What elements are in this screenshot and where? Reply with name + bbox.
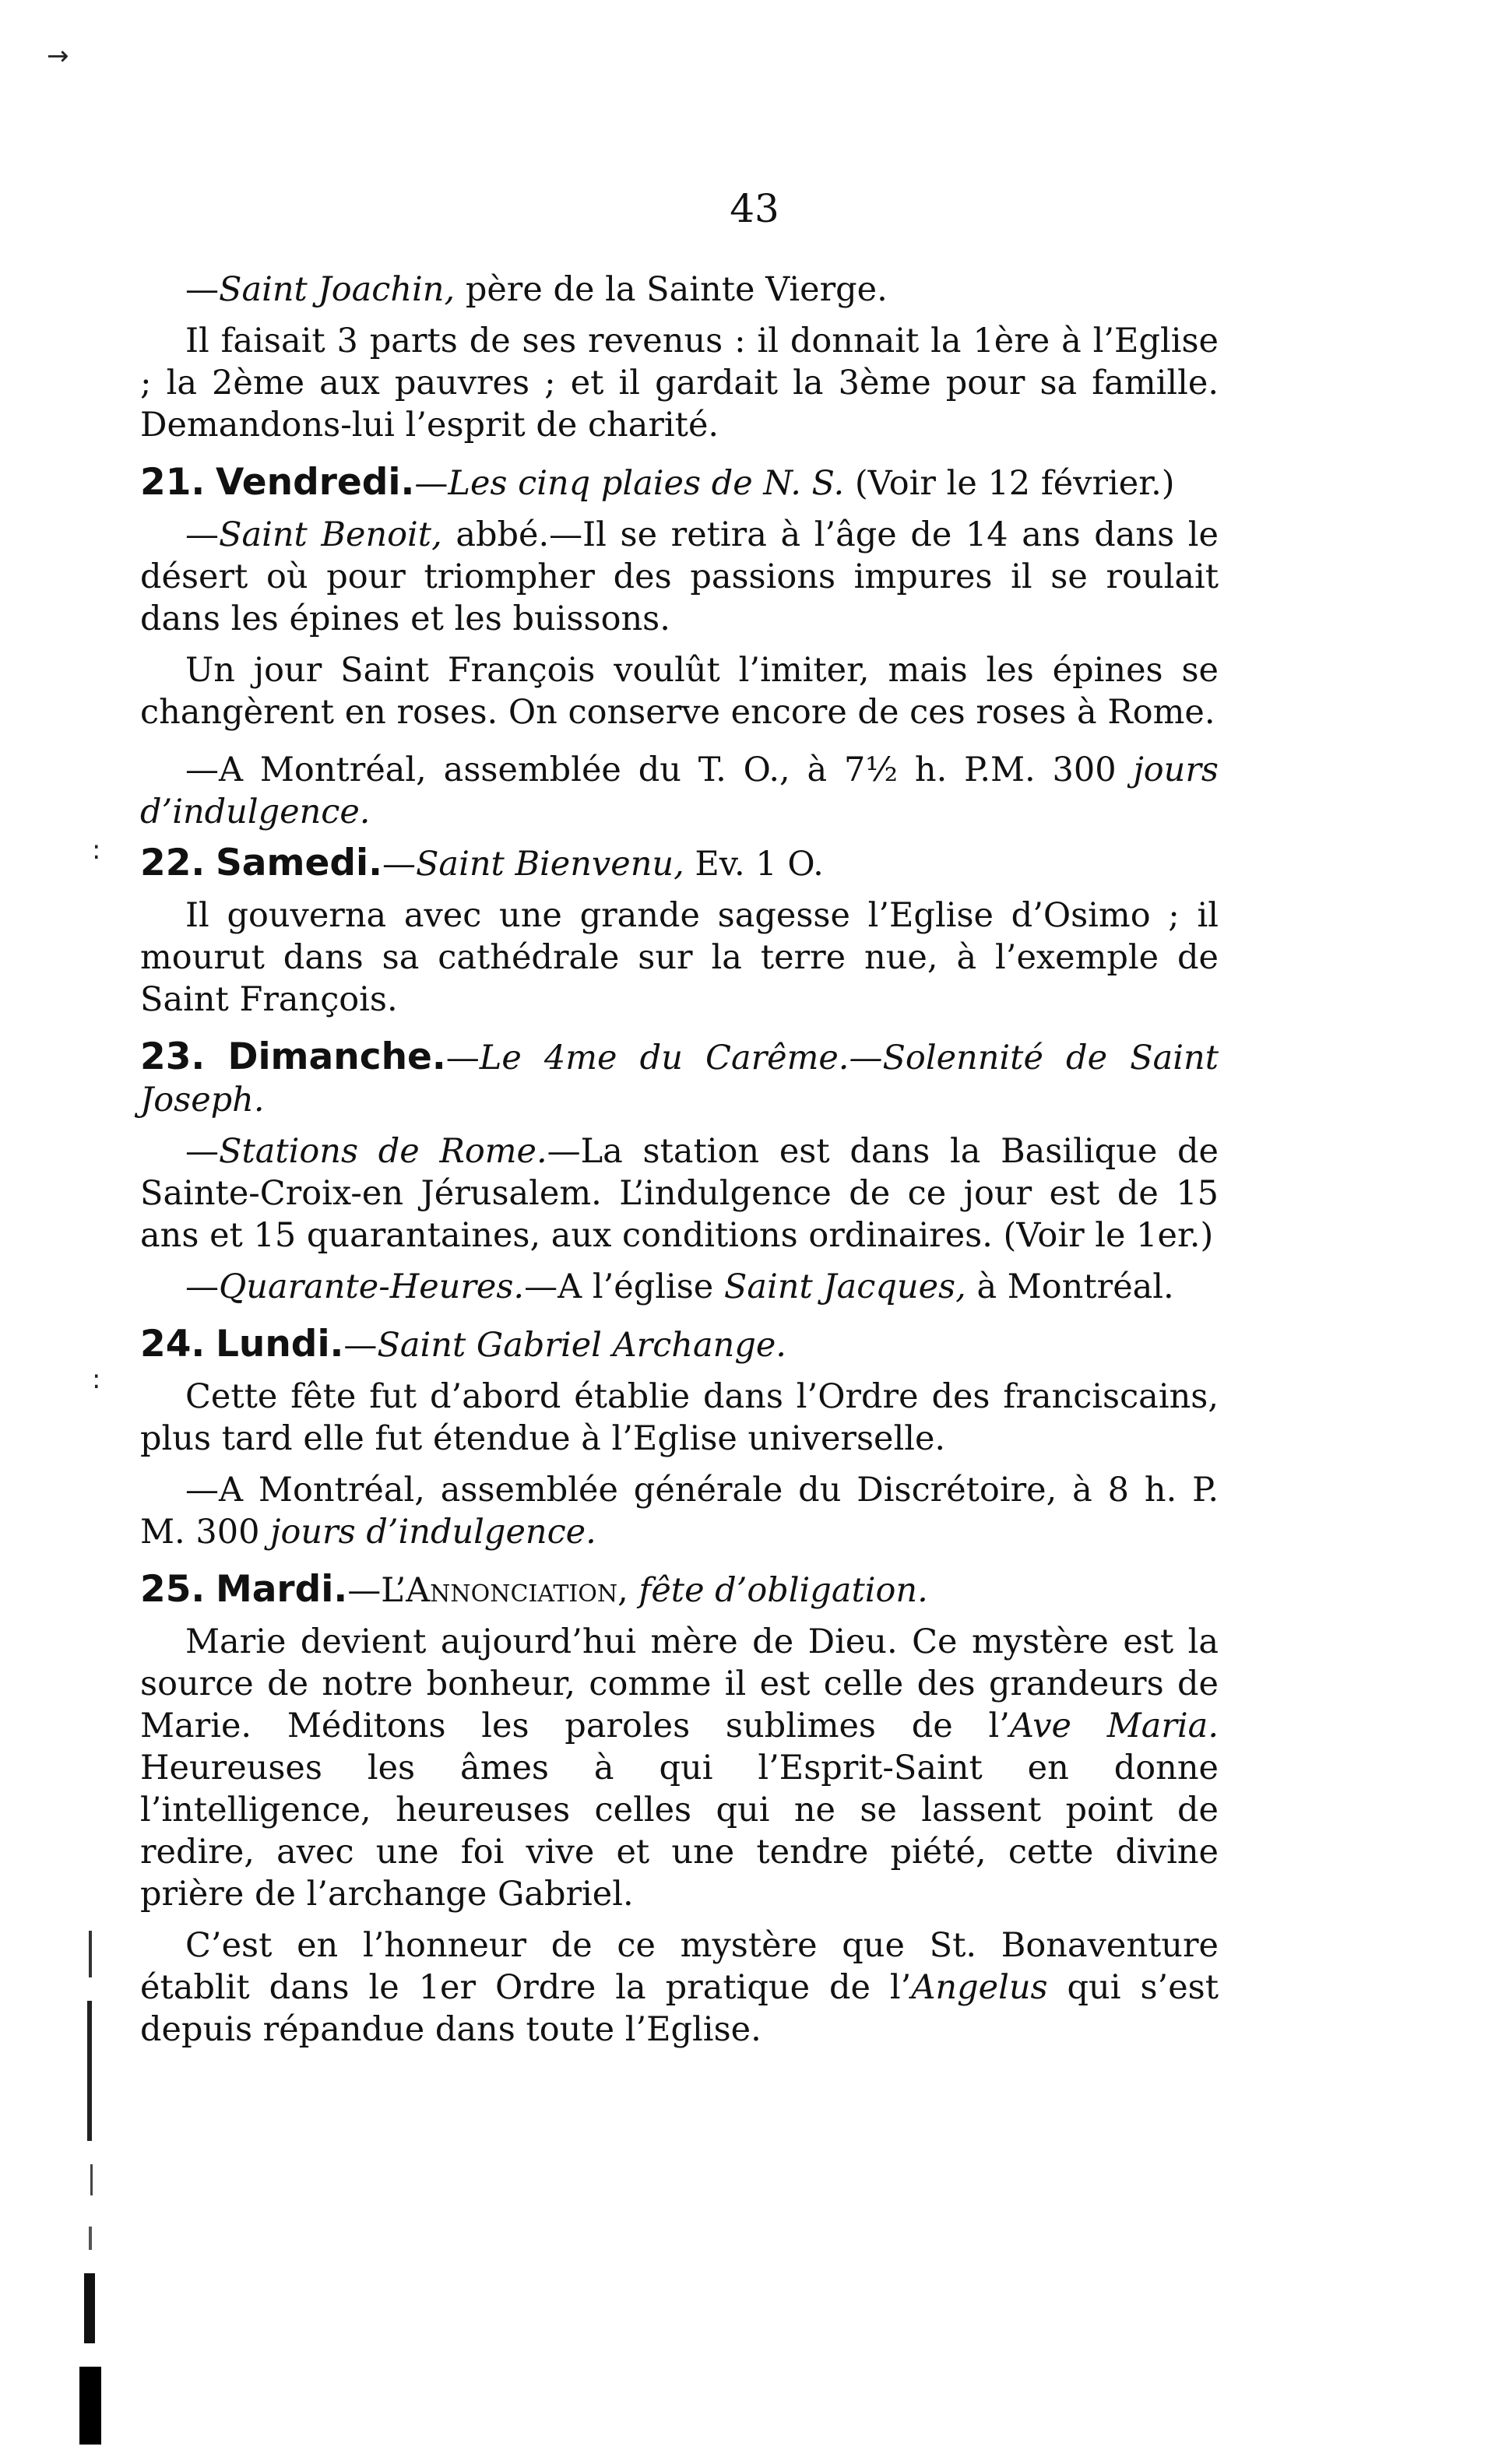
- day-heading-21: 21. Vendredi.—Les cinq plaies de N. S. (Voir le 12 février.): [140, 461, 1175, 504]
- feast-title: L’Annonciation: [381, 1571, 618, 1610]
- day-heading-25: 25. Mardi.—L’Annonciation, fête d’obligation.: [140, 1568, 928, 1611]
- text-column: [140, 269, 1219, 2060]
- entry-saint-joachin: —Saint Joachin, père de la Sainte Vierge.: [185, 270, 888, 309]
- binding-edge: [76, 1931, 112, 2445]
- saint-name: Quarante-Heures.: [219, 1267, 525, 1306]
- entry-stations-de-rome: —Stations de Rome.—La station est dans la Basilique de Sainte-Croix-en Jérusalem. L’indulgence de ce jour est de 15 ans et 15 quarantaines, aux conditions ordinaires. (Voir le 1er.): [140, 1132, 1219, 1255]
- saint-name: Saint Benoit,: [219, 515, 442, 554]
- day-name: Lundi.: [215, 1323, 344, 1366]
- day-heading-23: 23. Dimanche.—Le 4me du Carême.—Solennité de Saint Joseph.: [140, 1035, 1219, 1120]
- day-number: 24.: [140, 1323, 206, 1366]
- day-name: Vendredi.: [215, 461, 415, 504]
- day-heading-24: 24. Lundi.—Saint Gabriel Archange.: [140, 1323, 786, 1366]
- entry-quarante-heures: —Quarante-Heures.—A l’église Saint Jacques, à Montréal.: [185, 1267, 1174, 1306]
- day-number: 23.: [140, 1035, 206, 1078]
- notice-montreal: —A Montréal, assemblée générale du Discrétoire, à 8 h. P. M. 300 jours d’indulgence.: [140, 1471, 1219, 1552]
- feast-title: Les cinq plaies de N. S.: [448, 464, 845, 503]
- day-name: Mardi.: [215, 1568, 348, 1611]
- feast-title: Le 4me du Carême.—Solennité de Saint Joseph.: [140, 1039, 1219, 1120]
- paragraph: Cette fête fut d’abord établie dans l’Ordre des franciscains, plus tard elle fut étendue à l’Eglise universelle.: [140, 1377, 1219, 1458]
- day-number: 25.: [140, 1568, 206, 1611]
- paragraph: Il gouverna avec une grande sagesse l’Eglise d’Osimo ; il mourut dans sa cathédrale sur la terre nue, à l’exemple de Saint François.: [140, 896, 1219, 1019]
- corner-mark: →: [47, 40, 69, 72]
- day-name: Dimanche.: [227, 1035, 446, 1078]
- day-number: 21.: [140, 461, 206, 504]
- notice-montreal: —A Montréal, assemblée du T. O., à 7½ h. P.M. 300 jours d’indulgence.: [140, 750, 1219, 831]
- paragraph: C’est en l’honneur de ce mystère que St. Bonaventure établit dans le 1er Ordre la pratique de l’Angelus qui s’est depuis répandue dans toute l’Eglise.: [140, 1926, 1219, 2049]
- day-number: 22.: [140, 842, 206, 884]
- saint-name: Stations de Rome.: [219, 1132, 547, 1171]
- paragraph: Un jour Saint François voulût l’imiter, mais les épines se changèrent en roses. On conserve encore de ces roses à Rome.: [140, 651, 1219, 732]
- margin-dot: :: [92, 835, 101, 866]
- feast-title: Saint Bienvenu,: [415, 845, 684, 884]
- page-number: 43: [730, 186, 779, 231]
- entry-saint-benoit: —Saint Benoit, abbé.—Il se retira à l’âge de 14 ans dans le désert où pour triompher des passions impures il se roulait dans les épines et les buissons.: [140, 515, 1219, 638]
- feast-title: Saint Gabriel Archange.: [377, 1326, 786, 1365]
- margin-dot: :: [92, 1364, 101, 1395]
- paragraph: Il faisait 3 parts de ses revenus : il donnait la 1ère à l’Eglise ; la 2ème aux pauvres ; et il gardait la 3ème pour sa famille. Demandons-lui l’esprit de charité.: [140, 322, 1219, 445]
- paragraph: Marie devient aujourd’hui mère de Dieu. Ce mystère est la source de notre bonheur, comme il est celle des grandeurs de Marie. Méditons les paroles sublimes de l’Ave Maria. Heureuses les âmes à qui l’Esprit-Saint en donne l’intelligence, heureuses celles qui ne se lassent point de redire, avec une foi vive et une tendre piété, cette divine prière de l’archange Gabriel.: [140, 1622, 1219, 1914]
- saint-name: Saint Joachin,: [219, 270, 456, 309]
- day-name: Samedi.: [215, 842, 382, 884]
- day-heading-22: 22. Samedi.—Saint Bienvenu, Ev. 1 O.: [140, 842, 824, 884]
